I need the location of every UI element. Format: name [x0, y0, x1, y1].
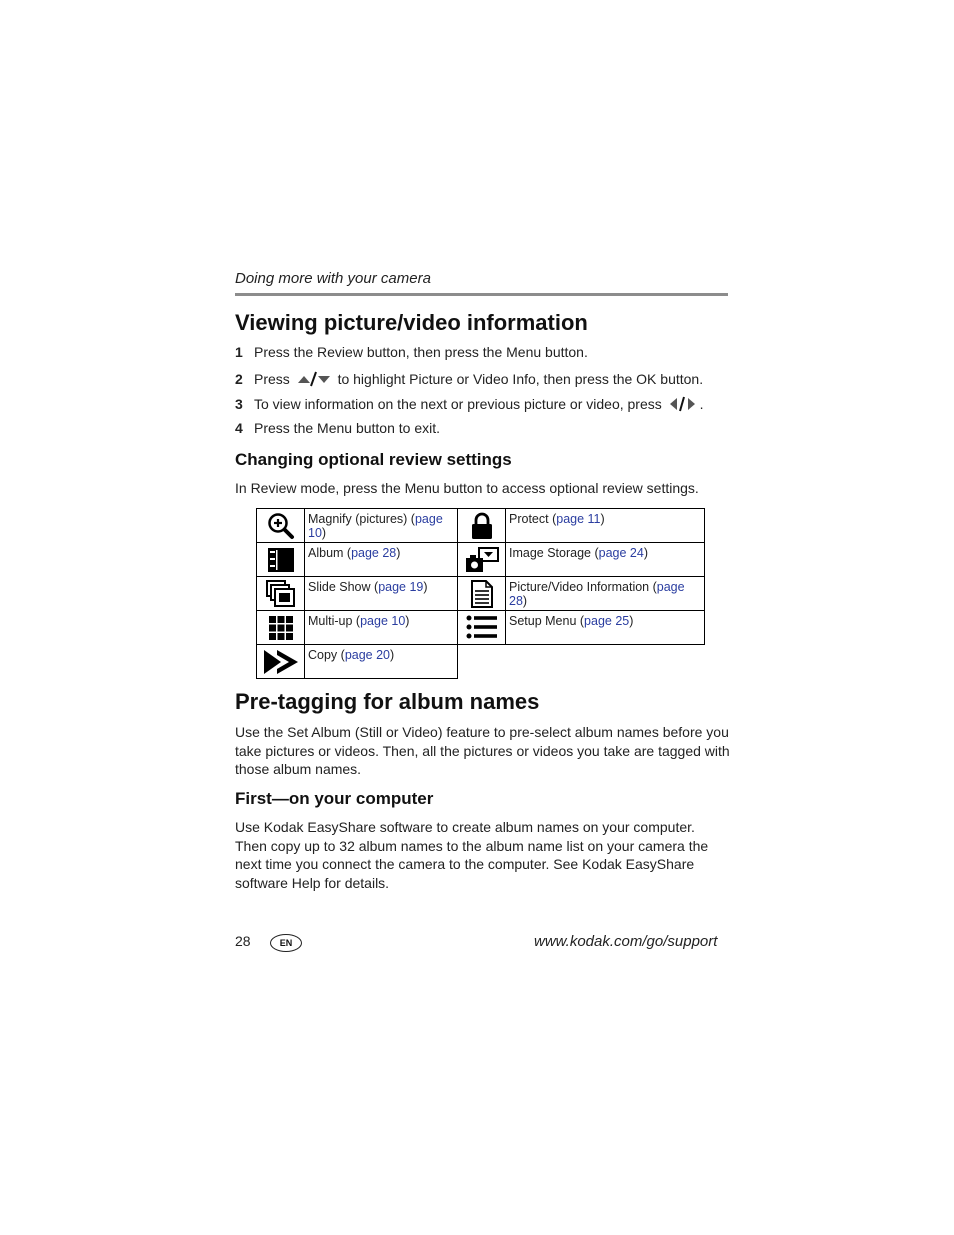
table-row — [257, 645, 705, 679]
page-number: 28 — [235, 933, 251, 949]
pre-tagging-body: Use the Set Album (Still or Video) feature to pre-select album names before you take pictures or videos. Then, all the pictures or videos you take are tagged with those album names. — [235, 724, 730, 777]
option-multi-up: Multi-up (page 10) — [305, 611, 458, 645]
language-badge: EN — [270, 934, 302, 952]
magnify-icon — [257, 509, 305, 543]
table-row — [257, 577, 705, 611]
lock-icon — [458, 509, 506, 543]
header-rule — [235, 293, 728, 296]
review-settings-intro: In Review mode, press the Menu button to access optional review settings. — [235, 480, 699, 496]
step-text: Press the Menu button to exit. — [254, 420, 440, 436]
page-link[interactable]: page 19 — [378, 580, 424, 594]
up-down-arrows-icon — [297, 371, 331, 390]
empty-cell — [506, 645, 705, 679]
option-magnify: Magnify (pictures) (page 10) — [305, 509, 458, 543]
table-row — [257, 509, 705, 543]
grid-icon — [257, 611, 305, 645]
album-icon — [257, 543, 305, 577]
step-text: Press the Review button, then press the Menu button. — [254, 344, 588, 360]
step-number: 1 — [235, 344, 243, 360]
step-text: Press — [254, 371, 290, 388]
info-document-icon — [458, 577, 506, 611]
empty-cell — [458, 645, 506, 679]
option-picture-video-info: Picture/Video Information (page 28) — [506, 577, 705, 611]
option-copy: Copy (page 20) — [305, 645, 458, 679]
slideshow-icon — [257, 577, 305, 611]
step-text: to highlight Picture or Video Info, then press the OK button. — [337, 371, 704, 388]
running-header: Doing more with your camera — [235, 270, 431, 287]
option-setup-menu: Setup Menu (page 25) — [506, 611, 705, 645]
table-row — [257, 611, 705, 645]
section-title-viewing-info: Viewing picture/video information — [235, 310, 588, 335]
first-computer-body: Use Kodak EasyShare software to create album names on your computer. Then copy up to 32 album names to the album name list on your camera the next time you connect the camera to the computer. See Kodak EasyShare software Help for details. — [235, 819, 709, 891]
step-2 — [235, 371, 703, 390]
page-link[interactable]: page 28 — [509, 580, 685, 608]
step-number: 2 — [235, 371, 243, 388]
section-title-pre-tagging: Pre-tagging for album names — [235, 689, 540, 714]
page-link[interactable]: page 28 — [351, 546, 397, 560]
step-1 — [235, 344, 588, 360]
table-row — [257, 543, 705, 577]
subsection-title-first-computer: First—on your computer — [235, 789, 434, 808]
setup-list-icon — [458, 611, 506, 645]
page-link[interactable]: page 24 — [598, 546, 644, 560]
left-right-arrows-icon — [669, 396, 697, 415]
step-3 — [235, 396, 704, 415]
option-protect: Protect (page 11) — [506, 509, 705, 543]
page-link[interactable]: page 25 — [584, 614, 630, 628]
support-url[interactable]: www.kodak.com/go/support — [534, 933, 718, 950]
step-text: . — [699, 396, 704, 413]
option-image-storage: Image Storage (page 24) — [506, 543, 705, 577]
option-slide-show: Slide Show (page 19) — [305, 577, 458, 611]
step-number: 3 — [235, 396, 243, 413]
review-options-table — [256, 508, 705, 679]
option-album: Album (page 28) — [305, 543, 458, 577]
copy-icon — [257, 645, 305, 679]
image-storage-icon — [458, 543, 506, 577]
step-4 — [235, 420, 440, 436]
page-link[interactable]: page 10 — [308, 512, 443, 540]
subsection-title-review-settings: Changing optional review settings — [235, 450, 512, 469]
step-text: To view information on the next or previous picture or video, press — [254, 396, 662, 413]
page-link[interactable]: page 10 — [360, 614, 406, 628]
page-link[interactable]: page 20 — [344, 648, 391, 662]
step-number: 4 — [235, 420, 243, 436]
page-link[interactable]: page 11 — [556, 512, 601, 526]
